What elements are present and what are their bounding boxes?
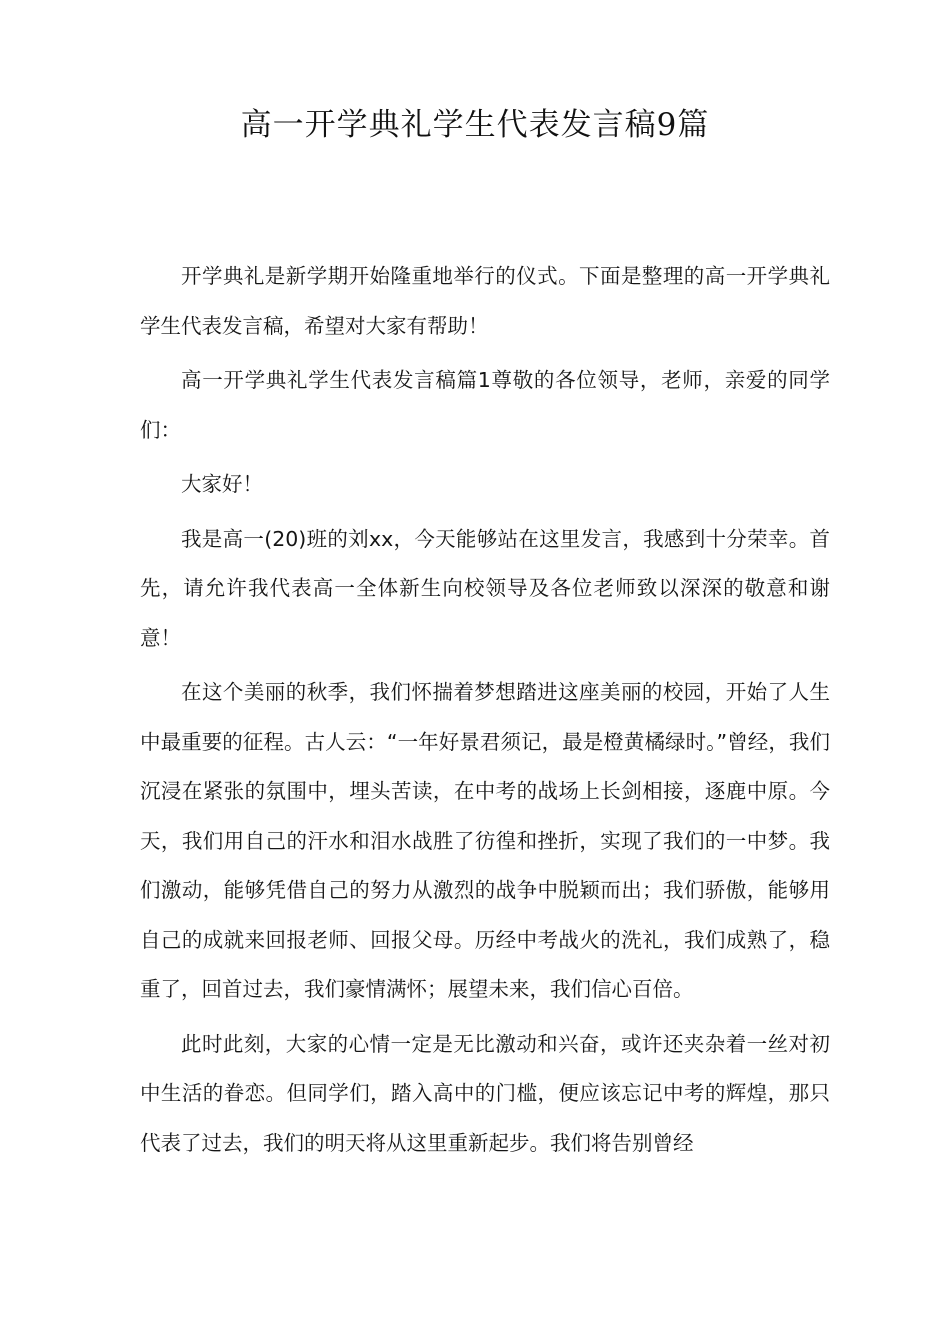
- paragraph-greeting: 大家好！: [181, 472, 263, 496]
- document-title: 高一开学典礼学生代表发言稿9篇: [240, 107, 710, 143]
- document-body: [140, 252, 830, 1173]
- paragraph-salutation: 高一开学典礼学生代表发言稿篇1尊敬的各位领导，老师，亲爱的同学们：: [140, 368, 830, 442]
- paragraph-intro: 开学典礼是新学期开始隆重地举行的仪式。下面是整理的高一开学典礼学生代表发言稿，希望对大家有帮助！: [140, 264, 830, 338]
- paragraph-autumn: 在这个美丽的秋季，我们怀揣着梦想踏进这座美丽的校园，开始了人生中最重要的征程。古人云：“一年好景君须记，最是橙黄橘绿时。”曾经，我们沉浸在紧张的氛围中，埋头苦读，在中考的战场上长剑相接，逐鹿中原。今天，我们用自己的汗水和泪水战胜了彷徨和挫折，实现了我们的一中梦。我们激动，能够凭借自己的努力从激烈的战争中脱颖而出；我们骄傲，能够用自己的成就来回报老师、回报父母。历经中考战火的洗礼，我们成熟了，稳重了，回首过去，我们豪情满怀；展望未来，我们信心百倍。: [140, 680, 830, 1001]
- paragraph-this-moment: 此时此刻，大家的心情一定是无比激动和兴奋，或许还夹杂着一丝对初中生活的眷恋。但同学们，踏入高中的门槛，便应该忘记中考的辉煌，那只代表了过去，我们的明天将从这里重新起步。我们将告别曾经: [140, 1031, 830, 1155]
- paragraph-self-introduction: 我是高一(20)班的刘xx，今天能够站在这里发言，我感到十分荣幸。首先，请允许我代表高一全体新生向校领导及各位老师致以深深的敬意和谢意！: [140, 526, 830, 650]
